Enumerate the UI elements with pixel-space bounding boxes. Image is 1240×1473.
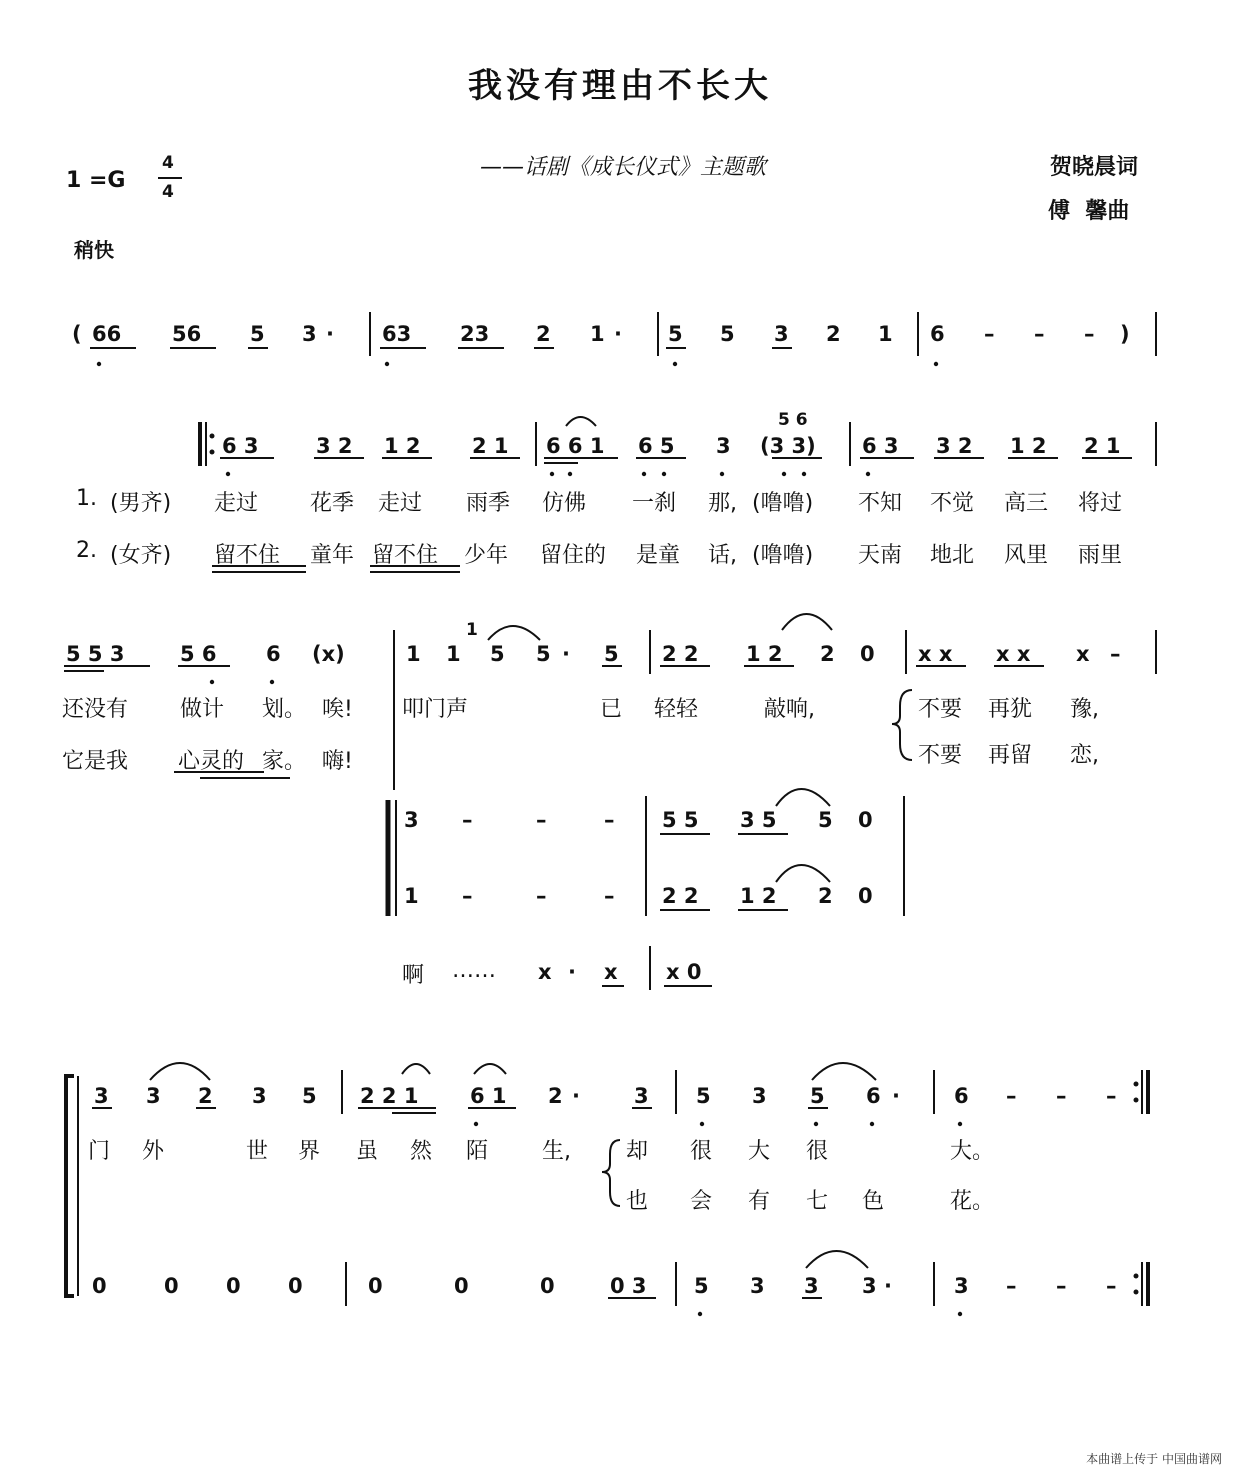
lyric: 还没有 [62, 697, 129, 722]
composer-credit: 傅 馨曲 [1048, 199, 1130, 224]
slur [776, 865, 830, 882]
note-group: 3 [94, 1084, 109, 1108]
grace-note: 1 [466, 620, 478, 640]
verse-number: 1. [76, 486, 97, 511]
note-group: 5 [668, 322, 683, 346]
note-group: 0 [164, 1274, 179, 1298]
note-group: – [462, 884, 473, 908]
lyric: 轻轻 [654, 697, 699, 722]
note-group: 1 2 [1010, 434, 1047, 458]
note-group: 0 [368, 1274, 383, 1298]
note-group: 3 [752, 1084, 767, 1108]
lyric: 有 [748, 1189, 771, 1214]
repeat-dot [210, 434, 215, 439]
octave-dot [958, 1122, 962, 1126]
lyric: 不要 [918, 743, 963, 768]
note-group: – [1110, 642, 1121, 666]
lyric: 一刹 [632, 491, 677, 516]
note-group: 2 [826, 322, 841, 346]
note-group: · [568, 960, 576, 984]
note-group: 0 3 [610, 1274, 647, 1298]
note-group: 6 3 [222, 434, 259, 458]
lyricist-credit: 贺晓晨词 [1050, 155, 1139, 180]
lyric: 划。 [262, 697, 307, 722]
lyric: 做计 [180, 697, 225, 722]
note-group: 3 [302, 322, 317, 346]
note-group: x 0 [666, 960, 702, 984]
lyric: 恋, [1070, 743, 1099, 768]
lyric: 雨季 [466, 491, 511, 516]
note-group: 3 [252, 1084, 267, 1108]
lyric: 话, [708, 543, 737, 568]
system-bracket [66, 1076, 74, 1296]
note-group: 1 [590, 322, 605, 346]
lyric: 留住的 [540, 543, 607, 568]
lyric: 七 [806, 1189, 829, 1214]
note-group: – [536, 808, 547, 832]
lyric: 家。 [262, 749, 307, 774]
note-group: 66 [92, 322, 122, 346]
note-group: 0 [92, 1274, 107, 1298]
song-subtitle: ——话剧《成长仪式》主题歌 [480, 155, 767, 180]
note-group: x x [918, 642, 953, 666]
repeat-dot [1134, 1274, 1139, 1279]
note-group: · [614, 322, 622, 346]
note-group: 0 [860, 642, 875, 666]
lyric: 不知 [858, 491, 903, 516]
lyric: 风里 [1004, 543, 1049, 568]
lyric: 很 [690, 1139, 713, 1164]
note-group: 0 [858, 808, 873, 832]
note-group: 3 [146, 1084, 161, 1108]
lyric: 走过 [214, 491, 259, 516]
source-watermark: 本曲谱上传于 中国曲谱网 [1086, 1452, 1222, 1466]
lyric: 也 [626, 1189, 649, 1214]
note-group: 2 1 [1084, 434, 1121, 458]
lyric: 不觉 [930, 491, 975, 516]
note-group: (3 3) [760, 434, 816, 458]
note-group: 3 5 [740, 808, 777, 832]
lyric: 门 [88, 1139, 111, 1164]
lyric: 走过 [378, 491, 423, 516]
octave-dot [934, 362, 938, 366]
note-group: 23 [460, 322, 490, 346]
note-group: 63 [382, 322, 412, 346]
tempo-marking: 稍快 [74, 238, 114, 262]
note-group: 0 [454, 1274, 469, 1298]
note-group: 5 [720, 322, 735, 346]
lyric: 陌 [466, 1139, 489, 1164]
lyric: (噜噜) [752, 491, 814, 516]
lyric: 地北 [930, 543, 975, 568]
lyric: 童年 [310, 543, 355, 568]
note-group: 3 [750, 1274, 765, 1298]
note-group: 2 1 [472, 434, 509, 458]
note-group: 5 [696, 1084, 711, 1108]
lyric: 生, [542, 1139, 571, 1164]
octave-dot [210, 680, 214, 684]
note-group: 5 6 [180, 642, 217, 666]
note-group: 5 [604, 642, 619, 666]
slur [150, 1063, 210, 1080]
lyric: 天南 [858, 543, 903, 568]
note-group: 1 2 [740, 884, 777, 908]
note-group: ( [72, 322, 82, 346]
octave-dot [698, 1312, 702, 1316]
note-group: · [326, 322, 334, 346]
note-group: 5 [302, 1084, 317, 1108]
note-group: 6 3 [862, 434, 899, 458]
note-group: 3 2 [936, 434, 973, 458]
octave-dot [568, 472, 572, 476]
repeat-dot [1134, 1098, 1139, 1103]
lyric: 花季 [310, 491, 355, 516]
octave-dot [270, 680, 274, 684]
slur [782, 614, 832, 630]
octave-dot [97, 362, 101, 366]
note-group: (x) [312, 642, 345, 666]
octave-dot [226, 472, 230, 476]
note-group: – [462, 808, 473, 832]
lyric: (男齐) [110, 491, 172, 516]
lyric: 它是我 [62, 749, 129, 774]
note-group: 3 [634, 1084, 649, 1108]
note-group: 3 [804, 1274, 819, 1298]
time-signature-top: 4 [162, 153, 174, 173]
slur [474, 1064, 506, 1074]
note-group: – [1056, 1084, 1067, 1108]
lyric: 虽 [356, 1139, 379, 1164]
note-group: 3 [954, 1274, 969, 1298]
note-group: 3 2 [316, 434, 353, 458]
note-group: – [1056, 1274, 1067, 1298]
note-group: 1 [404, 884, 419, 908]
note-group: 0 [540, 1274, 555, 1298]
repeat-dot [1134, 1290, 1139, 1295]
lyric: 豫, [1070, 697, 1099, 722]
repeat-dot [1134, 1082, 1139, 1087]
lyric: 高三 [1004, 491, 1049, 516]
octave-dot [673, 362, 677, 366]
note-group: · [572, 1084, 580, 1108]
lyric: 然 [410, 1139, 433, 1164]
octave-dot [700, 1122, 704, 1126]
note-group: 3 [774, 322, 789, 346]
note-group: 2 2 [662, 642, 699, 666]
note-group: 1 2 [746, 642, 783, 666]
lyric: 大。 [950, 1139, 995, 1164]
lyric: 少年 [464, 543, 509, 568]
lyric: 唉! [322, 697, 353, 722]
note-group: x x [996, 642, 1031, 666]
note-group: 6 [266, 642, 281, 666]
octave-dot [720, 472, 724, 476]
lyric: 那, [708, 491, 737, 516]
lyric: 将过 [1078, 491, 1123, 516]
lyric: 心灵的 [178, 749, 245, 774]
lyric: 世 [246, 1139, 269, 1164]
lyric: (女齐) [110, 543, 172, 568]
lyric: 嗨! [322, 749, 353, 774]
octave-dot [802, 472, 806, 476]
note-group: – [1034, 322, 1045, 346]
note-group: – [604, 884, 615, 908]
note-group: – [1006, 1274, 1017, 1298]
note-group: 5 5 [662, 808, 699, 832]
note-group: 1 [446, 642, 461, 666]
note-group: 56 [172, 322, 202, 346]
lyric: 留不住 [214, 543, 281, 568]
note-group: ) [1120, 322, 1130, 346]
slur [806, 1251, 868, 1268]
note-group: – [1106, 1084, 1117, 1108]
note-group: · [884, 1274, 892, 1298]
lyric: 大 [748, 1139, 771, 1164]
repeat-dot [210, 450, 215, 455]
note-group: – [1006, 1084, 1017, 1108]
octave-dot [662, 472, 666, 476]
time-signature-bottom: 4 [162, 182, 174, 202]
lyric: 外 [142, 1139, 165, 1164]
lyric: 已 [600, 697, 623, 722]
brace [602, 1140, 620, 1206]
slur [812, 1063, 876, 1080]
note-group: 0 [858, 884, 873, 908]
lyric: (噜噜) [752, 543, 814, 568]
note-group: 5 [250, 322, 265, 346]
note-group: 1 [878, 322, 893, 346]
brace [892, 690, 912, 760]
note-group: 2 [818, 884, 833, 908]
note-group: – [536, 884, 547, 908]
note-group: – [604, 808, 615, 832]
note-group: x [604, 960, 618, 984]
note-group: – [1106, 1274, 1117, 1298]
note-group: – [1084, 322, 1095, 346]
song-title: 我没有理由不长大 [468, 66, 772, 106]
slur [488, 626, 540, 640]
note-group: 3 [716, 434, 731, 458]
lyric: 是童 [636, 543, 681, 568]
note-group: 3 [862, 1274, 877, 1298]
lyric: 界 [298, 1139, 321, 1164]
verse-number: 2. [76, 538, 97, 563]
note-group: 5 5 3 [66, 642, 125, 666]
lyric: …… [452, 958, 496, 983]
octave-dot [474, 1122, 478, 1126]
note-group: 6 [930, 322, 945, 346]
note-group: 2 2 [662, 884, 699, 908]
note-group: 5 [490, 642, 505, 666]
octave-dot [642, 472, 646, 476]
note-group: 6 5 [638, 434, 675, 458]
lyric: 敲响, [764, 697, 815, 722]
note-group: 2 2 1 [360, 1084, 419, 1108]
note-group: 2 [536, 322, 551, 346]
note-group: 2 [820, 642, 835, 666]
note-group: – [984, 322, 995, 346]
lyric: 留不住 [372, 543, 439, 568]
slur [566, 417, 596, 426]
note-group: 6 [954, 1084, 969, 1108]
octave-dot [814, 1122, 818, 1126]
lyric: 很 [806, 1139, 829, 1164]
octave-dot [782, 472, 786, 476]
lyric: 却 [626, 1139, 649, 1164]
octave-dot [385, 362, 389, 366]
note-group: 0 [288, 1274, 303, 1298]
lyric: 再犹 [988, 697, 1033, 722]
note-group: 1 2 [384, 434, 421, 458]
note-group: 5 [810, 1084, 825, 1108]
octave-dot [866, 472, 870, 476]
lyric: 色 [862, 1189, 885, 1214]
note-group: 6 1 [470, 1084, 507, 1108]
note-group: · [892, 1084, 900, 1108]
octave-dot [550, 472, 554, 476]
lyric: 啊 [402, 963, 425, 988]
note-group: x [1076, 642, 1090, 666]
note-group: 5 [694, 1274, 709, 1298]
note-group: 0 [226, 1274, 241, 1298]
note-group: 2 [548, 1084, 563, 1108]
lyric: 再留 [988, 743, 1033, 768]
note-group: 5 6 [778, 410, 808, 430]
note-group: x [538, 960, 552, 984]
slur [402, 1064, 430, 1074]
note-group: 6 6 1 [546, 434, 605, 458]
slur [776, 789, 830, 806]
lyric: 不要 [918, 697, 963, 722]
octave-dot [870, 1122, 874, 1126]
lyric: 仿佛 [542, 491, 587, 516]
note-group: 5 [818, 808, 833, 832]
note-group: 2 [198, 1084, 213, 1108]
note-group: 5 [536, 642, 551, 666]
lyric: 雨里 [1078, 543, 1123, 568]
note-group: 3 [404, 808, 419, 832]
key-signature: 1 =G [66, 168, 126, 193]
note-group: 6 [866, 1084, 881, 1108]
lyric: 花。 [950, 1189, 995, 1214]
note-group: · [562, 642, 570, 666]
octave-dot [958, 1312, 962, 1316]
lyric: 叩门声 [402, 697, 469, 722]
note-group: 1 [406, 642, 421, 666]
lyric: 会 [690, 1189, 713, 1214]
